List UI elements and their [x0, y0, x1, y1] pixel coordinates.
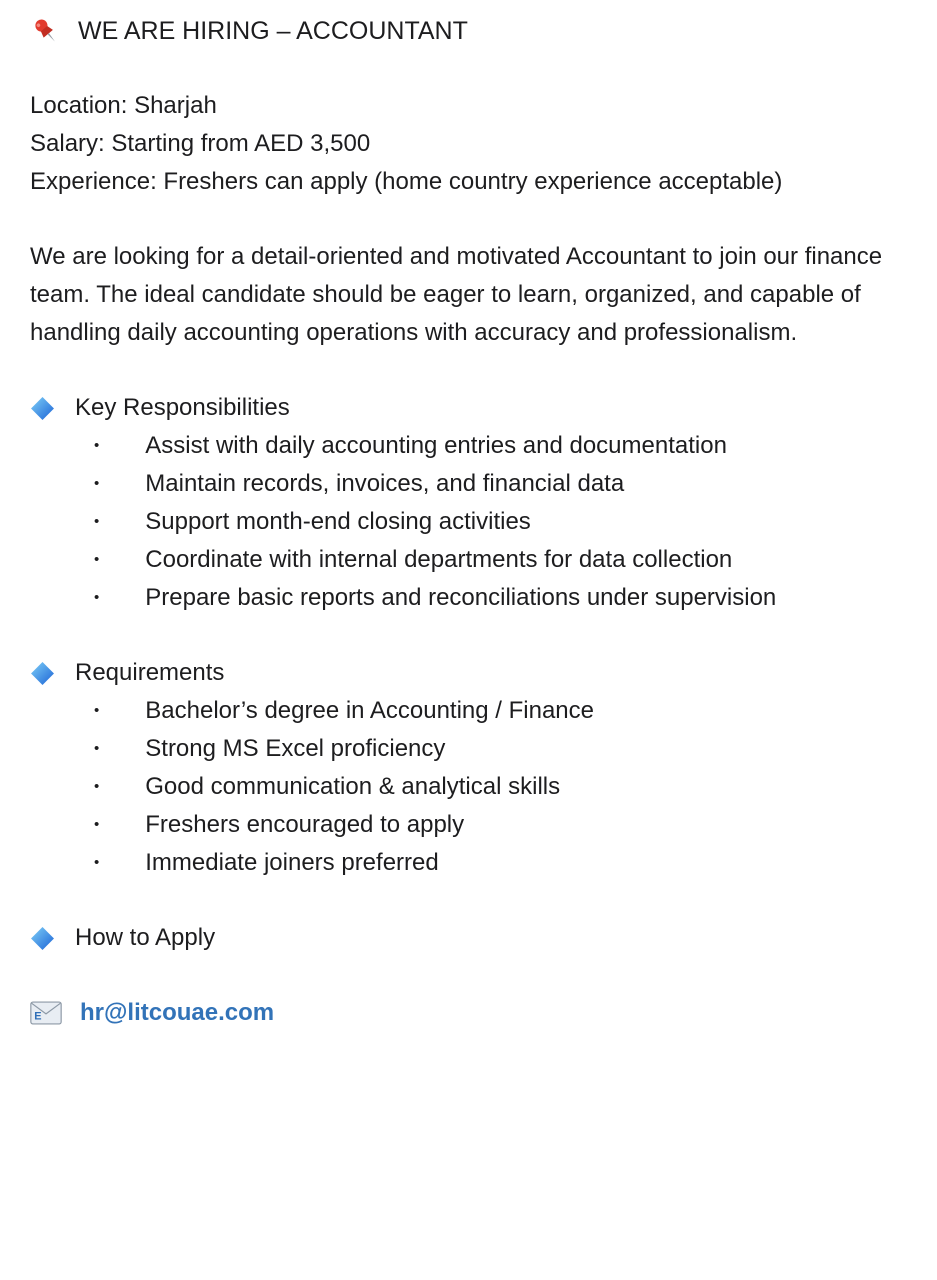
pushpin-icon [30, 15, 62, 47]
bullet-marker: • [94, 475, 100, 492]
list-item-text: Maintain records, invoices, and financial data [145, 470, 625, 497]
intro-paragraph: We are looking for a detail-oriented and motivated Accountant to join our finance team. The ideal candidate should be eager to learn, organized, and capable of handling daily accounting operations with accuracy and professionalism. [30, 243, 883, 346]
bullet-marker: • [94, 816, 100, 833]
list-item-text: Coordinate with internal departments for data collection [145, 546, 733, 573]
bullet-marker: • [94, 854, 100, 871]
bullet-marker: • [94, 513, 100, 530]
requirements-section [30, 654, 907, 882]
list-item [30, 806, 907, 844]
page-title: WE ARE HIRING – ACCOUNTANT [78, 17, 468, 45]
list-item-text: Freshers encouraged to apply [145, 811, 465, 838]
apply-section [30, 919, 907, 957]
list-item [30, 465, 907, 503]
list-item [30, 427, 907, 465]
list-item-text: Good communication & analytical skills [145, 773, 561, 800]
list-item [30, 768, 907, 806]
salary-line: Salary: Starting from AED 3,500 [30, 130, 371, 157]
location-line: Location: Sharjah [30, 92, 217, 119]
experience-line: Experience: Freshers can apply (home country experience acceptable) [30, 168, 783, 195]
bullet-marker: • [94, 702, 100, 719]
list-item-text: Support month-end closing activities [145, 508, 531, 535]
list-item [30, 730, 907, 768]
blue-diamond-icon [30, 661, 55, 686]
apply-header [30, 919, 907, 957]
list-item-text: Bachelor’s degree in Accounting / Finance [145, 697, 594, 724]
list-item [30, 541, 907, 579]
requirements-header [30, 654, 907, 692]
contact-row [30, 994, 907, 1032]
bullet-marker: • [94, 437, 100, 454]
bullet-marker: • [94, 589, 100, 606]
section-title: How to Apply [75, 924, 216, 951]
list-item [30, 579, 907, 617]
list-item [30, 692, 907, 730]
page-title-row [30, 12, 907, 50]
bullet-marker: • [94, 551, 100, 568]
svg-text:E: E [34, 1010, 42, 1023]
responsibilities-header [30, 389, 907, 427]
bullet-marker: • [94, 778, 100, 795]
email-link[interactable]: hr@litcouae.com [80, 999, 275, 1026]
summary-block [30, 87, 907, 201]
list-item [30, 503, 907, 541]
section-title: Key Responsibilities [75, 394, 290, 421]
list-item-text: Immediate joiners preferred [145, 849, 439, 876]
email-icon [30, 1001, 62, 1025]
blue-diamond-icon [30, 926, 55, 951]
list-item-text: Prepare basic reports and reconciliations under supervision [145, 584, 777, 611]
responsibilities-section [30, 389, 907, 617]
list-item-text: Strong MS Excel proficiency [145, 735, 446, 762]
section-title: Requirements [75, 659, 225, 686]
bullet-marker: • [94, 740, 100, 757]
blue-diamond-icon [30, 396, 55, 421]
list-item-text: Assist with daily accounting entries and documentation [145, 432, 727, 459]
list-item [30, 844, 907, 882]
